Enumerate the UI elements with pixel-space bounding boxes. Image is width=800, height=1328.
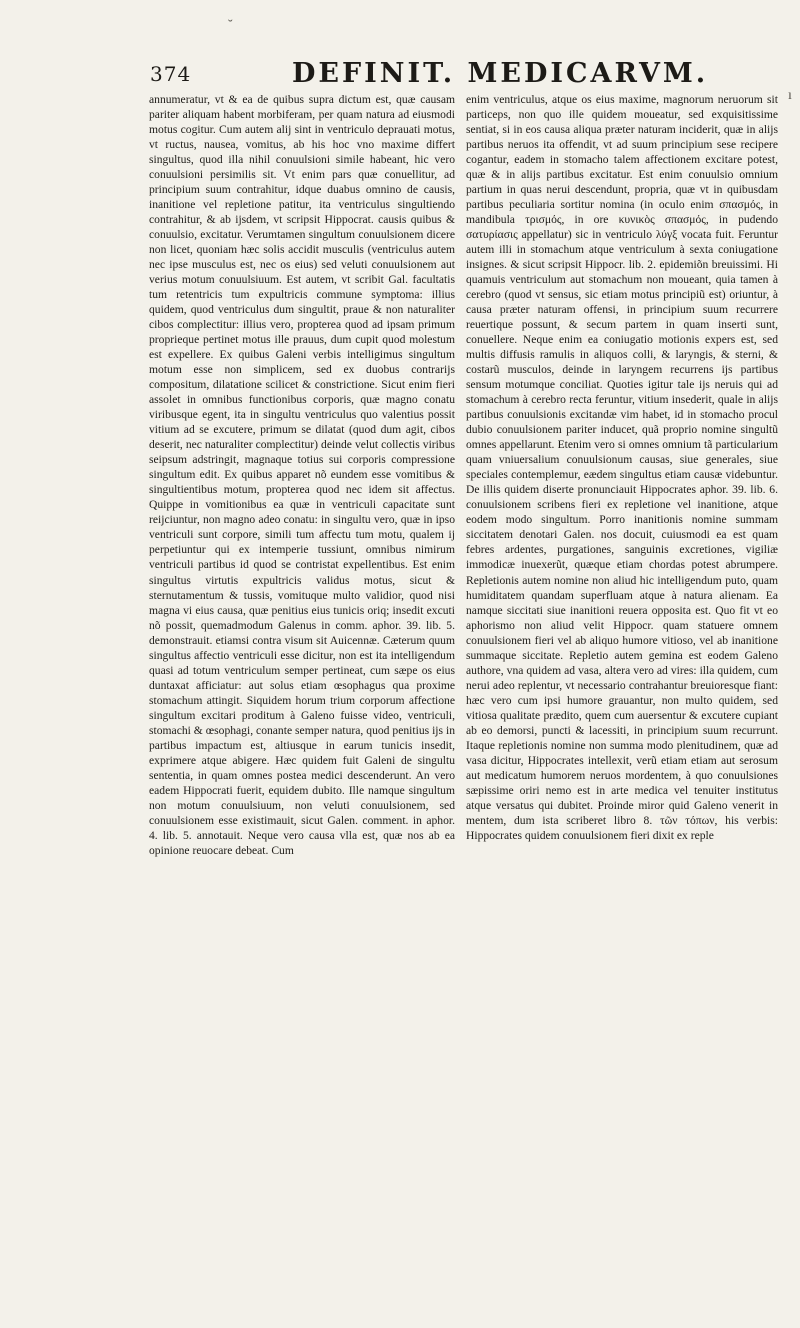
right-column — [466, 92, 778, 843]
right-column-text: enim ventriculus, atque os eius maxime, magnorum neruorum sit particeps, non quo ille quidem moueatur, sed exquisitissime sentiat, si in eos causa aliqua præter naturam inciderit, quæ in alijs partibus neruos ita offendit, vt ad suum principium sese recipere cogantur, eadem in stomacho talem affectionem excitare potest, quæ & in alijs partibus excitatur. Est enim conuulsio omnium partium in quas nerui descendunt, propria, quæ vt in quibusdam partibus peculiaria sortitur nomina (in oculo enim σπασμός, in mandibula τρισμός, in ore κυνικὸς σπασμός, in pudendo σατυρίασις appellatur) sic in ventriculo λύγξ vocata fuit. Feruntur autem illi in stomachum atque ventriculum à sexta coniugatione insignes. & sicut scripsit Hippocr. lib. 2. epidemiõn breuissimi. Hi quamuis ventriculum aut stomachum non moueant, quia tamen à cerebro (quod vt sensus, sic etiam motus principiũ est) oriuntur, à causa præter naturam offensi, in principium suum recurrere reuertique possunt, & secum partem in quam inserti sunt, conuellere. Neque enim ea coniugatio motionis expers est, sed multis diffusis ramulis in aliquos colli, & laryngis, & sterni, & costarũ musculos, deinde in laryngem recurrens ijs partibus sensum motumque conciliat. Quoties igitur tale ijs neruis qui ad stomachum à cerebro recta feruntur, vitium insederit, quale in alijs partibus conuulsionis excitandæ vim habet, id in stomacho procul dubio conuulsionem pariter inducet, quã proprio nomine singultũ omnes appellarunt. Etenim vero si omnes omnium tã particularium quam vniuersalium conuulsionum causas, siue generales, siue speciales contemplemur, eædem singultus etiam causæ videbuntur. De illis quidem diserte pronunciauit Hippocrates aphor. 39. lib. 6. conuulsionem scribens fieri ex repletione vel inanitione, atque eodem modo singultum. Porro inanitionis nomine summam siccitatem denotari Galen. nos docuit, cuiusmodi ea est quam febres ardentes, purgationes, sanguinis excretiones, vigiliæ immodicæ inuexerũt, quæque etiam chordas potest abrumpere. Repletionis autem nomine non aliud hic intelligendum puto, quam humiditatem quandam superfluam atque à natura alienam. Ea namque siccitati siue inanitioni reuera opposita est. Quo fit vt eo aphorismo non aliud velit Hippocr. quam statuere omnem conuulsionem fieri vel ab aliquo humore vitioso, vel ab inanitione summaque siccitate. Repletio autem gemina est eodem Galeno authore, vna quidem ad vasa, altera vero ad vires: illa quidem, cum nerui adeo replentur, vt necessario contrahantur breuioresque fiant: hæc vero cum ipsi humore grauantur, non multo quidem, sed vitiosa qualitate prædito, quem cum auersentur & excutere cupiant ab eo demorsi, puncti & lacessiti, in principium suum recurrunt. Itaque repletionis nomine non summa modo plenitudinem, quæ ad vasa dicitur, Hippocrates intellexit, verũ etiam etiam aut serosum aut medicatum humorem neruos mordentem, à quo conuulsiones sæpissime oriri nemo est in arte medica vel tenuiter institutus atque versatus qui dubitet. Proinde miror quid Galeno venerit in mentem, dum ista scriberet libro 8. τῶν τόπων, his verbis: Hippocrates quidem conuulsionem fieri dixit ex reple — [466, 93, 778, 842]
page-header — [0, 58, 800, 92]
ink-mark: ˘ — [228, 18, 233, 33]
running-title: DEFINIT. MEDICARVM. — [292, 58, 709, 89]
left-column — [149, 92, 455, 858]
page-number: 374 — [150, 62, 192, 86]
margin-mark: ı — [788, 88, 792, 103]
left-column-text: annumeratur, vt & ea de quibus supra dictum est, quæ causam pariter aliquam habent morbiferam, per quam natura ad eiusmodi motus cogitur. Cum autem alij sint in ventriculo deprauati motus, vt ructus, nausea, vomitus, ab his hoc vno maxime differt singultus, quod illa nihil conuulsioni simile habeant, hic vero conuulsioni persimilis sit. Vt enim pars quæ conuellitur, ad principium suum contrahitur, idque duabus omnino de causis, inanitione vel repletione patitur, ita ventriculus singultiendo contrahitur, & ab ijsdem, vt scripsit Hippocrat. causis quibus & conuulsio, excitatur. Verumtamen singultum conuulsionem dicere non licet, quoniam hæc solis accidit musculis (ventriculus autem nec ipse musculus est, nec os eius) sed veluti conuulsionem aut verius motum conuulsiuum. Est autem, vt scribit Gal. facultatis tum retentricis tum expultricis commune symptoma: illius quidem, quod ventriculus dum singultit, praue & non naturaliter cibos complectitur: illius vero, propterea quod ad ipsam primum proprieque pertinet motus ille prauus, dum cupit quod molestum est expellere. Ex quibus Galeni verbis intelligimus singultum motum esse non simplicem, sed ex duobus contrarijs compositum, dilatatione scilicet & constrictione. Sicut enim fieri assolet in omnibus functionibus corporis, quæ magno conatu viribusque egent, ita in singultu ventriculus quo valentius possit vitium ad se excutere, primum se dilatat (quod dum agit, cibos deserit, nec naturaliter complectitur) deinde velut collectis viribus seipsum adstringit, magnaque totius sui corporis compressione singultum edit. Ex quibus apparet nõ eundem esse vomitibus & singultientibus motum, propterea quod nec idem sit affectus. Quippe in vomitionibus ea quæ in ventriculi capacitate sunt reijciuntur, non magno adeo conatu: in singultu vero, quæ in ipso ventriculi sunt corpore, simili tum affectu tum motu, qualem ij perpetiuntur qui ex intemperie tussiunt, omnibus nimirum ventriculi partibus id quod se contristat expellentibus. Est enim singultus virtutis expultricis validus motus, sicut & sternutamentum & tussis, vomituque multo validior, quod nisi magna vi eius causa, quæ penitius eius tunicis oriq; insedit excuti nõ possit, quemadmodum Galenus in comm. aphor. 39. lib. 5. demonstrauit. etiamsi contra visum sit Auicennæ. Cæterum quum singultus affectio ventriculi esse dicitur, non est ita intelligendum quasi ad totum ventriculum semper pertineat, cum sæpe os eius duntaxat afficiatur: aut solus etiam œsophagus qua proxime stomachum attingit. Siquidem horum trium corporum affectione singultum excitari proditum à Galeno fuisse video, ventriculi, stomachi & œsophagi, conante semper natura, quod penitius ijs in partibus impactum est, altiusque in earum tunicis insedit, exprimere atque abigere. Hæc quidem fuit Galeni de singultu sententia, in quam omnes postea medici descenderunt. An vero eadem Hippocrati fuerit, equidem dubito. Ille namque singultum non motum conuulsiuum, non veluti conuulsionem, sed conuulsionem esse existimauit, sicut Galen. comment. in aphor. 4. lib. 5. annotauit. Neque vero causa vlla est, quæ nos ab ea opinione reuocare debeat. Cum — [149, 93, 455, 857]
